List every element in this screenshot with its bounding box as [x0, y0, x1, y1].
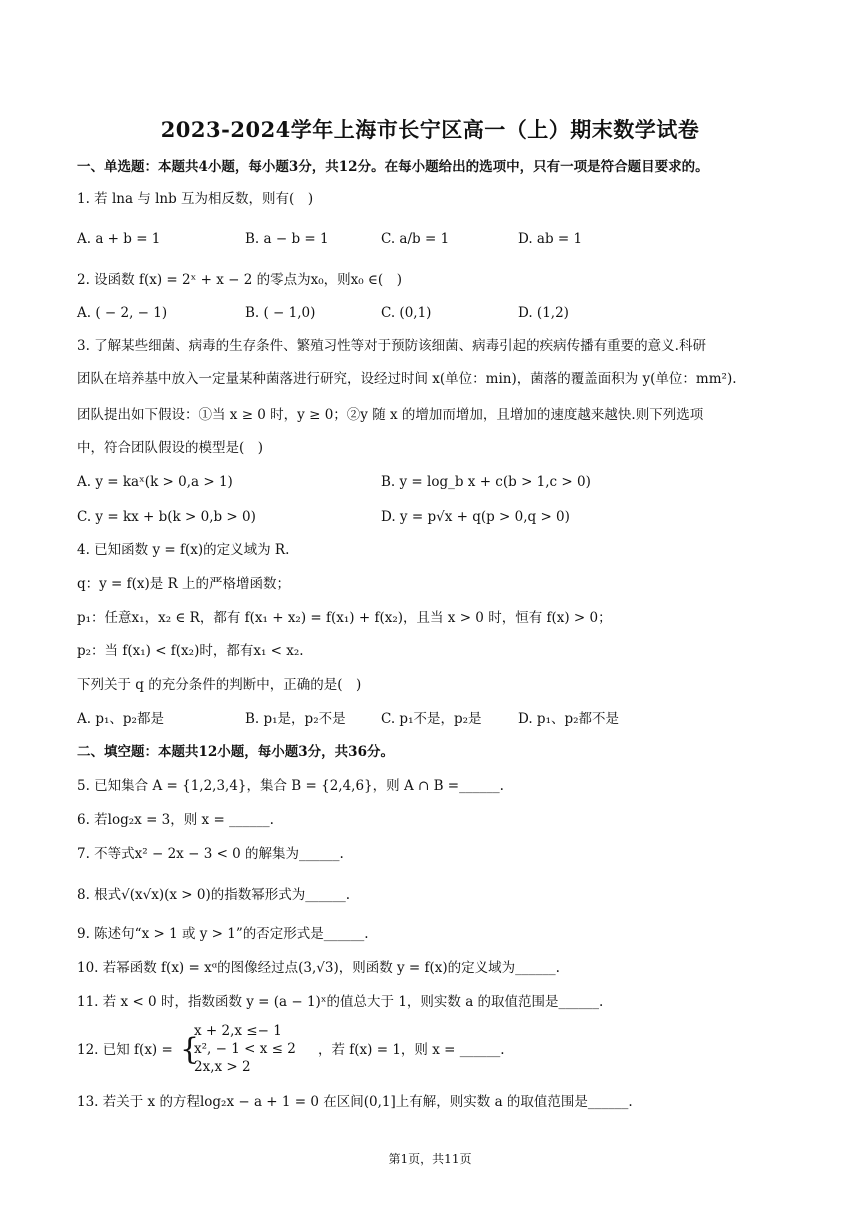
question-12-case: 2x,x > 2 [194, 1059, 251, 1075]
option-d: D. y = p√x + q(p > 0,q > 0) [381, 509, 570, 525]
question-11: 11. 若 x < 0 时，指数函数 y = (a − 1)ˣ的值总大于 1，则实数 a 的取值范围是______. [77, 994, 604, 1010]
question-3-line: 3. 了解某些细菌、病毒的生存条件、繁殖习性等对于预防该细菌、病毒引起的疾病传播有重要的意义.科研 [77, 338, 706, 354]
option-b: B. y = log_b x + c(b > 1,c > 0) [381, 474, 591, 490]
option-c: C. a/b = 1 [381, 231, 450, 247]
question-4-line: p₁：任意x₁，x₂ ∈ R，都有 f(x₁ + x₂) = f(x₁) + f(x₂)，且当 x > 0 时，恒有 f(x) > 0； [77, 610, 612, 626]
question-6: 6. 若log₂x = 3，则 x = ______. [77, 812, 274, 828]
question-10: 10. 若幂函数 f(x) = xᵅ的图像经过点(3,√3)，则函数 y = f(x)的定义域为______. [77, 960, 560, 976]
section-heading-fill-in: 二、填空题：本题共12小题，每小题3分，共36分。 [77, 744, 394, 760]
question-4-line: q：y = f(x)是 R 上的严格增函数； [77, 576, 291, 592]
question-5: 5. 已知集合 A = {1,2,3,4}，集合 B = {2,4,6}，则 A ∩ B =______. [77, 778, 504, 794]
question-12-suffix: ，若 f(x) = 1，则 x = ______. [318, 1042, 505, 1058]
option-d: D. ab = 1 [518, 231, 583, 247]
question-1-stem: 1. 若 lna 与 lnb 互为相反数，则有( ) [77, 191, 314, 207]
question-7: 7. 不等式x² − 2x − 3 < 0 的解集为______. [77, 846, 344, 862]
question-4-line: 下列关于 q 的充分条件的判断中，正确的是( ) [77, 677, 362, 693]
question-9: 9. 陈述句“x > 1 或 y > 1”的否定形式是______. [77, 926, 369, 942]
option-c: C. (0,1) [381, 305, 432, 321]
option-c: C. y = kx + b(k > 0,b > 0) [77, 509, 256, 525]
question-3-line: 中，符合团队假设的模型是( ) [77, 440, 264, 456]
option-b: B. ( − 1,0) [245, 305, 316, 321]
section-heading-single-choice: 一、单选题：本题共4小题，每小题3分，共12分。在每小题给出的选项中，只有一项是符合题目要求的。 [77, 159, 709, 175]
option-a: A. p₁、p₂都是 [77, 711, 164, 727]
question-2-stem: 2. 设函数 f(x) = 2ˣ + x − 2 的零点为x₀，则x₀ ∈( ) [77, 272, 402, 288]
option-b: B. a − b = 1 [245, 231, 329, 247]
question-12-case: x + 2,x ≤− 1 [194, 1023, 282, 1039]
question-3-line: 团队在培养基中放入一定量某种菌落进行研究，设经过时间 x(单位：min)，菌落的覆盖面积为 y(单位：mm²). [77, 371, 737, 387]
page-footer: 第1页，共11页 [388, 1152, 472, 1166]
option-a: A. y = kaˣ(k > 0,a > 1) [77, 474, 233, 490]
question-4-line: 4. 已知函数 y = f(x)的定义域为 R. [77, 542, 290, 558]
question-12-case: x², − 1 < x ≤ 2 [194, 1041, 296, 1057]
option-a: A. ( − 2, − 1) [77, 305, 168, 321]
option-d: D. p₁、p₂都不是 [518, 711, 620, 727]
question-12-prefix: 12. 已知 f(x) = [77, 1042, 173, 1058]
page-title: 2023-2024学年上海市长宁区高一（上）期末数学试卷 [160, 117, 700, 142]
option-c: C. p₁不是，p₂是 [381, 711, 482, 727]
question-8: 8. 根式√(x√x)(x > 0)的指数幂形式为______. [77, 887, 351, 903]
question-3-line: 团队提出如下假设：①当 x ≥ 0 时，y ≥ 0；②y 随 x 的增加而增加，且增加的速度越来越快.则下列选项 [77, 407, 704, 423]
piecewise-brace: { [180, 1032, 200, 1067]
question-13: 13. 若关于 x 的方程log₂x − a + 1 = 0 在区间(0,1]上有解，则实数 a 的取值范围是______. [77, 1094, 633, 1110]
option-a: A. a + b = 1 [77, 231, 161, 247]
option-b: B. p₁是，p₂不是 [245, 711, 346, 727]
option-d: D. (1,2) [518, 305, 569, 321]
question-4-line: p₂：当 f(x₁) < f(x₂)时，都有x₁ < x₂. [77, 643, 304, 659]
